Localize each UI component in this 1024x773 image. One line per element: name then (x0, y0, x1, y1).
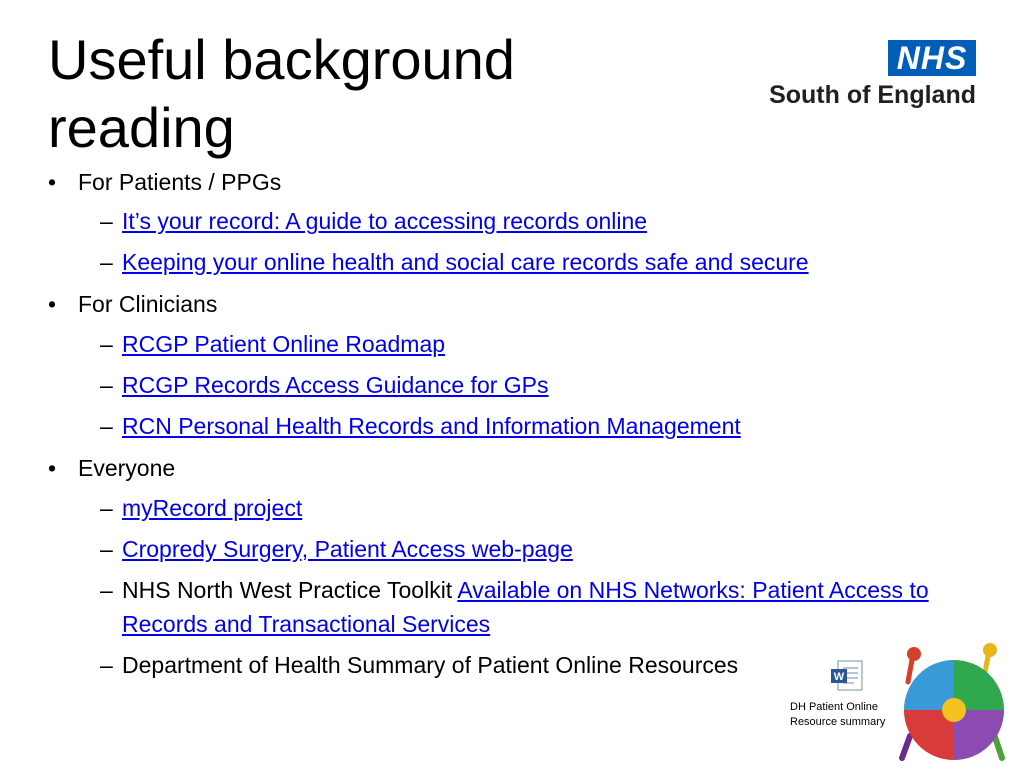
list-item (100, 245, 1000, 279)
link-rcgp-roadmap[interactable]: RCGP Patient Online Roadmap (122, 331, 446, 357)
dh-summary-label: Department of Health Summary of Patient Online Resources (122, 652, 739, 678)
nhs-badge: NHS (888, 40, 976, 76)
list-item (100, 368, 1000, 402)
list-item (100, 573, 1000, 641)
list-item (100, 532, 1000, 566)
link-cropredy[interactable]: Cropredy Surgery, Patient Access web-page (122, 536, 573, 562)
section-heading-everyone: • Everyone (48, 455, 176, 481)
attachment-caption[interactable]: DH Patient Online Resource summary (790, 701, 886, 728)
word-document-icon[interactable] (830, 660, 866, 692)
dash-icon: – (100, 208, 113, 234)
dash-icon: – (100, 331, 113, 357)
svg-text:W: W (833, 671, 845, 683)
list-item (100, 491, 1000, 525)
link-rcgp-guidance[interactable]: RCGP Records Access Guidance for GPs (122, 372, 549, 398)
puzzle-people-icon (890, 640, 1024, 768)
section-heading-clinicians: • For Clinicians (48, 291, 218, 317)
nhs-region-label: South of England (769, 81, 976, 109)
link-keeping-records-safe[interactable]: Keeping your online health and social care records safe and secure (122, 249, 809, 275)
dash-icon: – (100, 495, 113, 521)
link-myrecord[interactable]: myRecord project (122, 495, 303, 521)
list-item (100, 409, 1000, 443)
dash-icon: – (100, 372, 113, 398)
dash-icon: – (100, 536, 113, 562)
nhs-logo (742, 40, 976, 112)
toolkit-label: NHS North West Practice Toolkit (122, 577, 453, 603)
list-item (100, 204, 1000, 238)
section-heading-patients: • For Patients / PPGs (48, 169, 282, 195)
dash-icon: – (100, 577, 113, 603)
link-rcn-records[interactable]: RCN Personal Health Records and Information Management (122, 413, 741, 439)
list-item (100, 327, 1000, 361)
link-nhs-networks[interactable]: Available on NHS Networks: Patient Access to Records and Transactional Services (122, 577, 929, 637)
slide-title: Useful background reading (48, 28, 515, 159)
dash-icon: – (100, 652, 113, 678)
bullet-icon: • (48, 455, 57, 481)
bullet-icon: • (48, 291, 57, 317)
link-its-your-record[interactable]: It’s your record: A guide to accessing records online (122, 208, 648, 234)
bullet-icon: • (48, 169, 57, 195)
dash-icon: – (100, 249, 113, 275)
dash-icon: – (100, 413, 113, 439)
